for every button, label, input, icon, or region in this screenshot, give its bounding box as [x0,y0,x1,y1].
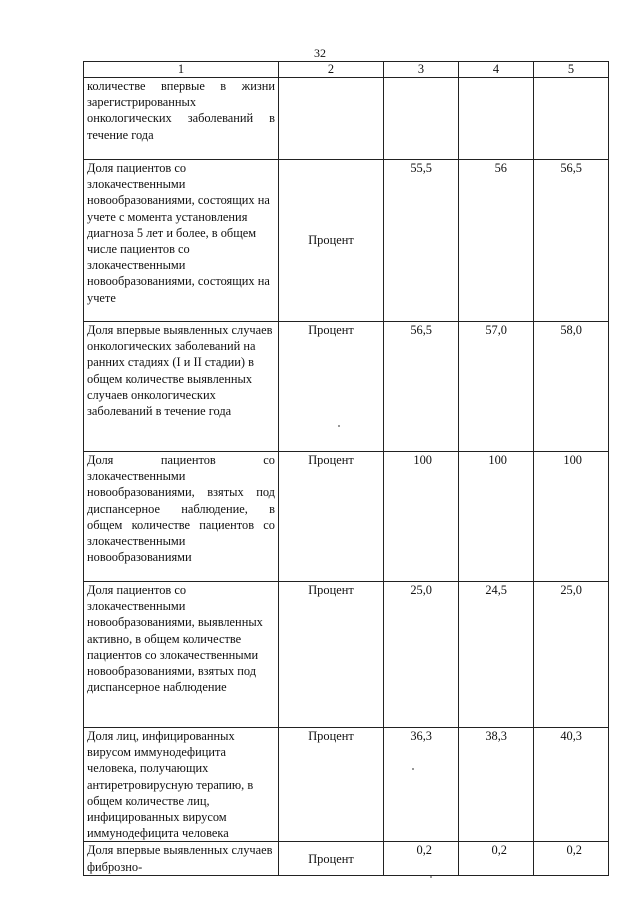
value-cell-3: 55,5 [384,160,459,322]
value-cell-5: 100 [534,452,609,582]
value-cell-4 [459,78,534,160]
unit-cell: Процент [279,160,384,322]
value-cell-5: 40,3 [534,728,609,842]
value-cell-4: 0,2 [459,842,534,876]
scan-speck [412,768,414,770]
unit-cell: Процент [279,322,384,452]
indicator-name: количестве впервые в жизни зарегистрированных онкологических заболеваний в течение года [84,78,279,160]
table-row [84,78,609,160]
value-cell-5 [534,78,609,160]
value-cell-3: 56,5 [384,322,459,452]
value-cell-4: 38,3 [459,728,534,842]
value-cell-4: 56 [459,160,534,322]
value-cell-4: 24,5 [459,582,534,728]
unit-cell: Процент [279,728,384,842]
table-row [84,728,609,842]
value-cell-4: 100 [459,452,534,582]
table-row [84,160,609,322]
indicator-name: Доля пациентов со злокачественными новообразованиями, выявленных активно, в общем количестве пациентов со злокачественными новообразованиями, взятых под диспансерное наблюдение [84,582,279,728]
indicator-name: Доля впервые выявленных случаев онкологических заболеваний на ранних стадиях (I и II стадии) в общем количестве выявленных случаев онкологических заболеваний в течение года [84,322,279,452]
indicator-name: Доля пациентов со злокачественными новообразованиями, состоящих на учете с момента установления диагноза 5 лет и более, в общем числе пациентов со злокачественными новообразованиями, состоящих на учете [84,160,279,322]
unit-cell: Процент [279,582,384,728]
scan-speck [338,425,340,427]
value-cell-3: 0,2 [384,842,459,876]
page-number: 32 [314,46,326,60]
column-header-1: 1 [84,62,279,78]
column-header-3: 3 [384,62,459,78]
value-cell-5: 56,5 [534,160,609,322]
scan-speck [430,876,432,878]
value-cell-3: 36,3 [384,728,459,842]
value-cell-3 [384,78,459,160]
unit-cell [279,78,384,160]
table-row [84,842,609,876]
value-cell-3: 25,0 [384,582,459,728]
value-cell-5: 0,2 [534,842,609,876]
column-header-2: 2 [279,62,384,78]
indicators-table [83,61,609,876]
table-header [84,62,609,78]
table-row [84,322,609,452]
table-body [84,78,609,876]
value-cell-3: 100 [384,452,459,582]
value-cell-5: 58,0 [534,322,609,452]
indicator-name: Доля лиц, инфицированных вирусом иммунодефицита человека, получающих антиретровирусную терапию, в общем количестве лиц, инфицированных вирусом иммунодефицита человека [84,728,279,842]
unit-cell: Процент [279,452,384,582]
column-header-5: 5 [534,62,609,78]
value-cell-5: 25,0 [534,582,609,728]
table-row [84,582,609,728]
value-cell-4: 57,0 [459,322,534,452]
column-header-4: 4 [459,62,534,78]
indicator-name: Доля впервые выявленных случаев фиброзно- [84,842,279,876]
unit-cell: Процент [279,842,384,876]
table-header-row [84,62,609,78]
indicator-name: Доля пациентов со злокачественными новообразованиями, взятых под диспансерное наблюдение, в общем количестве пациентов со злокачественными новообразованиями [84,452,279,582]
table-row [84,452,609,582]
